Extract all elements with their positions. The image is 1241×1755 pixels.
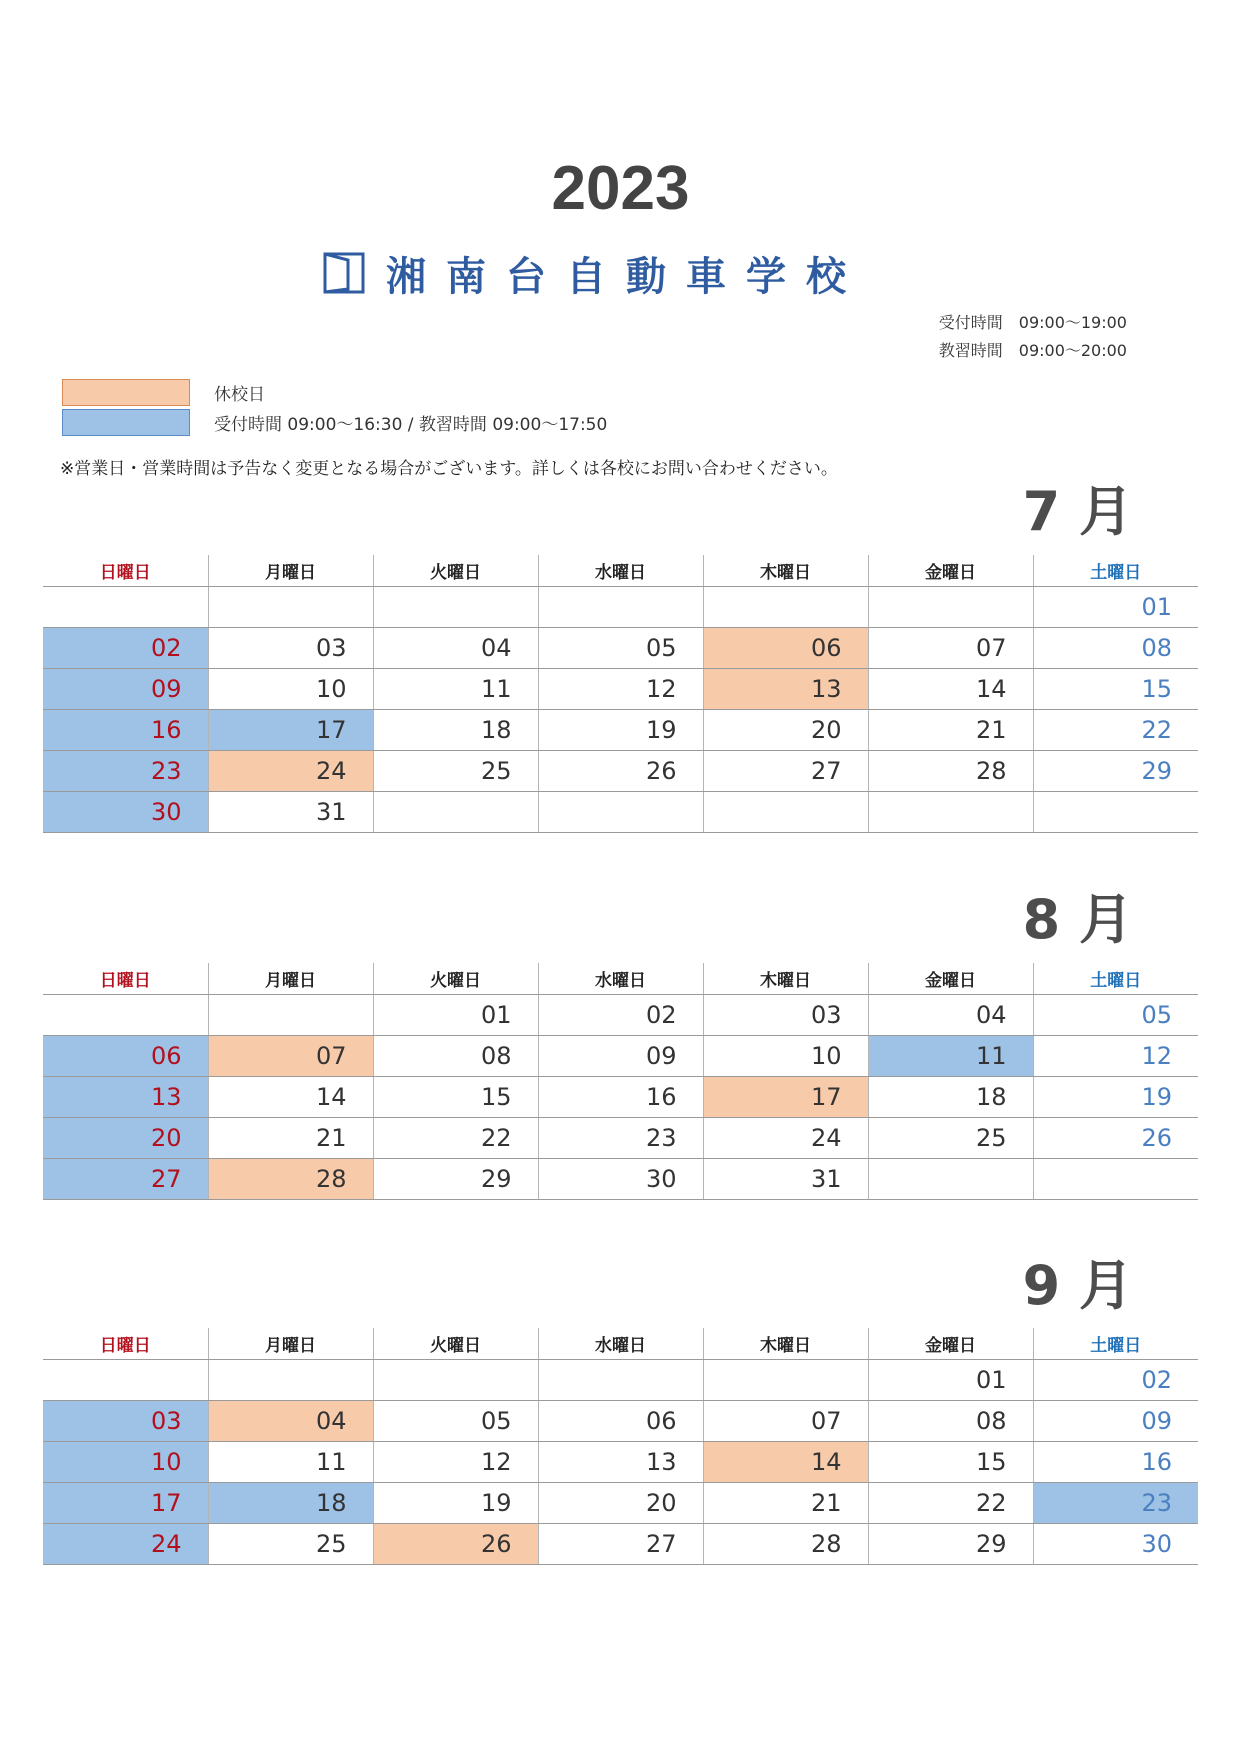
day-cell: 24 [43,1524,208,1565]
day-cell: 01 [373,995,538,1036]
day-cell: 01 [1033,587,1198,628]
day-cell: 13 [538,1442,703,1483]
day-cell: 13 [703,669,868,710]
day-cell: 02 [538,995,703,1036]
day-cell: 07 [703,1401,868,1442]
day-cell: 18 [373,710,538,751]
day-cell: 25 [373,751,538,792]
day-cell: 26 [1033,1118,1198,1159]
empty-day-cell [208,1360,373,1401]
day-cell: 12 [373,1442,538,1483]
weekday-header: 火曜日 [373,1328,538,1360]
logo-mark-icon [322,251,366,295]
day-cell: 08 [373,1036,538,1077]
week-row [43,669,1198,710]
day-cell: 08 [868,1401,1033,1442]
day-cell: 06 [43,1036,208,1077]
week-row [43,710,1198,751]
day-cell: 25 [208,1524,373,1565]
weekday-header: 木曜日 [703,555,868,587]
week-row [43,1483,1198,1524]
day-cell: 04 [208,1401,373,1442]
day-cell: 23 [1033,1483,1198,1524]
day-cell: 16 [43,710,208,751]
day-cell: 18 [868,1077,1033,1118]
short-hours-label: 受付時間 09:00〜16:30 / 教習時間 09:00〜17:50 [214,414,608,435]
day-cell: 22 [373,1118,538,1159]
day-cell: 27 [538,1524,703,1565]
week-row [43,1442,1198,1483]
weekday-header: 日曜日 [43,555,208,587]
empty-day-cell [373,792,538,833]
weekday-header: 火曜日 [373,963,538,995]
day-cell: 10 [703,1036,868,1077]
day-cell: 26 [538,751,703,792]
day-cell: 02 [43,628,208,669]
month-title: 7 月 [1022,480,1133,543]
day-cell: 06 [538,1401,703,1442]
day-cell: 22 [1033,710,1198,751]
day-cell: 03 [43,1401,208,1442]
day-cell: 26 [373,1524,538,1565]
year-title: 2023 [551,154,690,223]
empty-day-cell [538,587,703,628]
day-cell: 30 [1033,1524,1198,1565]
week-row [43,1524,1198,1565]
day-cell: 28 [703,1524,868,1565]
weekday-header: 金曜日 [868,555,1033,587]
week-row [43,751,1198,792]
business-hours [939,309,1127,365]
empty-day-cell [373,587,538,628]
weekday-header: 月曜日 [208,963,373,995]
day-cell: 08 [1033,628,1198,669]
week-row [43,1360,1198,1401]
legend-closed [62,377,607,407]
empty-day-cell [43,587,208,628]
weekday-header: 水曜日 [538,1328,703,1360]
day-cell: 30 [538,1159,703,1200]
day-cell: 23 [43,751,208,792]
weekday-header: 土曜日 [1033,555,1198,587]
short-hours-swatch [62,409,190,436]
day-cell: 12 [538,669,703,710]
week-row [43,1036,1198,1077]
empty-day-cell [868,792,1033,833]
week-row [43,1159,1198,1200]
notice-text: ※営業日・営業時間は予告なく変更となる場合がございます。詳しくは各校にお問い合わせください。 [60,459,838,479]
week-row [43,1401,1198,1442]
weekday-header-row [43,555,1198,587]
day-cell: 09 [538,1036,703,1077]
day-cell: 24 [703,1118,868,1159]
empty-day-cell [538,1360,703,1401]
day-cell: 29 [373,1159,538,1200]
week-row [43,792,1198,833]
day-cell: 02 [1033,1360,1198,1401]
month-calendar-table [43,1328,1198,1565]
day-cell: 05 [538,628,703,669]
school-logo [322,248,866,298]
lesson-hours-label: 教習時間 [938,341,1003,360]
day-cell: 16 [538,1077,703,1118]
day-cell: 17 [703,1077,868,1118]
empty-day-cell [43,995,208,1036]
day-cell: 31 [208,792,373,833]
day-cell: 14 [868,669,1033,710]
day-cell: 22 [868,1483,1033,1524]
day-cell: 30 [43,792,208,833]
weekday-header: 日曜日 [43,963,208,995]
empty-day-cell [703,587,868,628]
month-calendar-table [43,963,1198,1200]
lesson-hours-value: 09:00〜20:00 [1018,341,1127,360]
day-cell: 28 [868,751,1033,792]
week-row [43,1077,1198,1118]
weekday-header-row [43,963,1198,995]
day-cell: 29 [1033,751,1198,792]
week-row [43,995,1198,1036]
day-cell: 23 [538,1118,703,1159]
day-cell: 05 [1033,995,1198,1036]
day-cell: 07 [208,1036,373,1077]
reception-hours-value: 09:00〜19:00 [1018,313,1127,332]
empty-day-cell [1033,792,1198,833]
day-cell: 31 [703,1159,868,1200]
empty-day-cell [703,792,868,833]
legend-short-hours [62,407,607,437]
day-cell: 04 [373,628,538,669]
day-cell: 17 [208,710,373,751]
day-cell: 13 [43,1077,208,1118]
empty-day-cell [868,587,1033,628]
day-cell: 21 [868,710,1033,751]
weekday-header: 土曜日 [1033,963,1198,995]
weekday-header: 水曜日 [538,555,703,587]
weekday-header: 水曜日 [538,963,703,995]
day-cell: 07 [868,628,1033,669]
empty-day-cell [538,792,703,833]
week-row [43,587,1198,628]
weekday-header: 日曜日 [43,1328,208,1360]
weekday-header: 火曜日 [373,555,538,587]
day-cell: 15 [1033,669,1198,710]
weekday-header: 金曜日 [868,963,1033,995]
weekday-header: 木曜日 [703,963,868,995]
empty-day-cell [703,1360,868,1401]
day-cell: 15 [868,1442,1033,1483]
day-cell: 21 [703,1483,868,1524]
lesson-hours [939,337,1127,365]
day-cell: 15 [373,1077,538,1118]
day-cell: 19 [538,710,703,751]
week-row [43,1118,1198,1159]
weekday-header: 土曜日 [1033,1328,1198,1360]
empty-day-cell [373,1360,538,1401]
day-cell: 14 [703,1442,868,1483]
school-name: 湘南台自動車学校 [386,253,866,300]
day-cell: 04 [868,995,1033,1036]
empty-day-cell [208,587,373,628]
closed-label: 休校日 [214,384,265,405]
day-cell: 16 [1033,1442,1198,1483]
reception-hours [939,309,1127,337]
day-cell: 10 [43,1442,208,1483]
day-cell: 20 [538,1483,703,1524]
empty-day-cell [208,995,373,1036]
day-cell: 11 [208,1442,373,1483]
day-cell: 25 [868,1118,1033,1159]
month-title: 8 月 [1022,888,1133,951]
day-cell: 17 [43,1483,208,1524]
day-cell: 06 [703,628,868,669]
day-cell: 24 [208,751,373,792]
empty-day-cell [43,1360,208,1401]
reception-hours-label: 受付時間 [938,313,1003,332]
day-cell: 03 [703,995,868,1036]
day-cell: 10 [208,669,373,710]
day-cell: 19 [373,1483,538,1524]
day-cell: 09 [1033,1401,1198,1442]
weekday-header: 金曜日 [868,1328,1033,1360]
day-cell: 21 [208,1118,373,1159]
weekday-header-row [43,1328,1198,1360]
day-cell: 28 [208,1159,373,1200]
day-cell: 29 [868,1524,1033,1565]
day-cell: 18 [208,1483,373,1524]
week-row [43,628,1198,669]
closed-swatch [62,379,190,406]
month-calendar-table [43,555,1198,833]
day-cell: 19 [1033,1077,1198,1118]
weekday-header: 月曜日 [208,555,373,587]
weekday-header: 月曜日 [208,1328,373,1360]
day-cell: 01 [868,1360,1033,1401]
day-cell: 11 [373,669,538,710]
day-cell: 27 [703,751,868,792]
empty-day-cell [1033,1159,1198,1200]
day-cell: 05 [373,1401,538,1442]
day-cell: 20 [43,1118,208,1159]
day-cell: 03 [208,628,373,669]
legend [62,377,607,437]
day-cell: 27 [43,1159,208,1200]
day-cell: 14 [208,1077,373,1118]
empty-day-cell [868,1159,1033,1200]
day-cell: 12 [1033,1036,1198,1077]
day-cell: 09 [43,669,208,710]
day-cell: 11 [868,1036,1033,1077]
day-cell: 20 [703,710,868,751]
weekday-header: 木曜日 [703,1328,868,1360]
month-title: 9 月 [1022,1254,1133,1317]
